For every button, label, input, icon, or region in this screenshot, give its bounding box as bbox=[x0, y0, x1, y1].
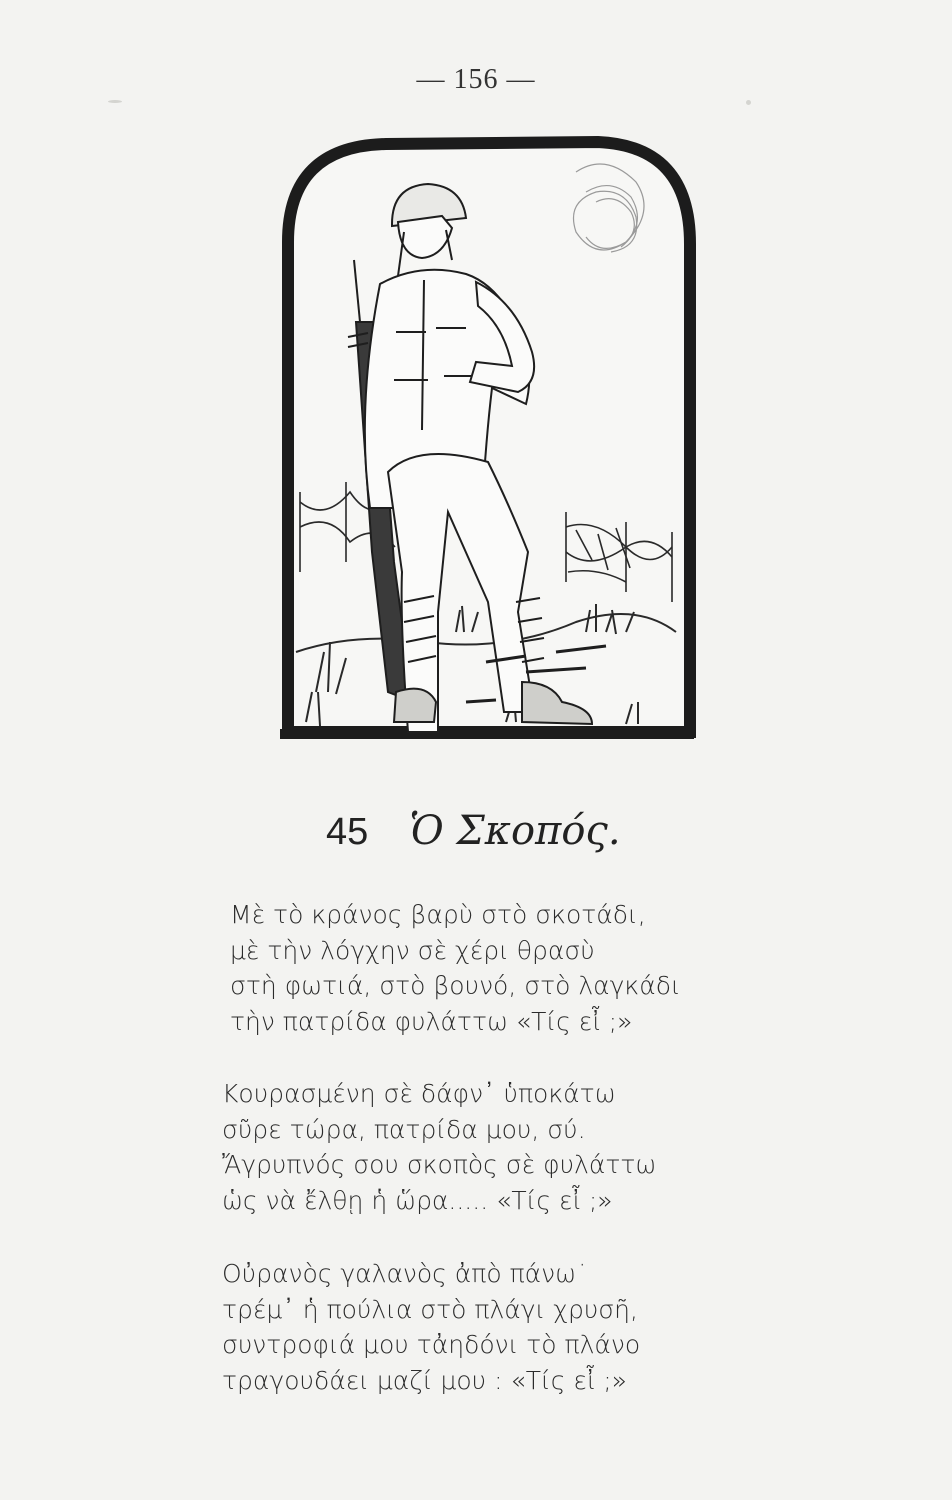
paper-speck bbox=[746, 100, 751, 105]
verse-line: Μὲ τὸ κράνος βαρὺ στὸ σκοτάδι, bbox=[230, 900, 646, 929]
verse-line: σῦρε τώρα, πατρίδα μου, σύ. bbox=[222, 1114, 586, 1144]
verse-line: τρέμ᾽ ἡ πούλια στὸ πλάγι χρυσῆ, bbox=[222, 1294, 638, 1324]
poem-title: Ὁ Σκοπός. bbox=[409, 808, 621, 854]
stanza-2 bbox=[222, 1076, 742, 1218]
verse-line: στὴ φωτιά, στὸ βουνό, στὸ λαγκάδι bbox=[230, 971, 681, 1000]
verse-line: τὴν πατρίδα φυλάττω «Τίς εἶ ;» bbox=[230, 1006, 633, 1036]
verse-line: συντροφιά μου τἀηδόνι τὸ πλάνο bbox=[222, 1330, 641, 1359]
verse-line: Ἄγρυπνός σου σκοπὸς σὲ φυλάττω bbox=[222, 1150, 657, 1179]
verse-line: Κουρασμένη σὲ δάφν᾽ ὑποκάτω bbox=[222, 1079, 616, 1108]
stanza-3 bbox=[222, 1256, 742, 1398]
page-number: — 156 — bbox=[416, 64, 536, 95]
soldier-with-rifle-illustration bbox=[276, 132, 698, 746]
verse-line: μὲ τὴν λόγχην σὲ χέρι θρασὺ bbox=[230, 935, 595, 965]
poem-number: 45 bbox=[326, 811, 369, 853]
verse-line: Οὐρανὸς γαλανὸς ἀπὸ πάνω˙ bbox=[222, 1259, 589, 1288]
verse-line: τραγουδάει μαζί μου : «Τίς εἶ ;» bbox=[222, 1365, 627, 1395]
poem-title-row bbox=[326, 808, 746, 868]
verse-line: ὡς νὰ ἔλθῃ ἡ ὥρα..... «Τίς εἶ ;» bbox=[222, 1185, 613, 1215]
paper-speck bbox=[108, 100, 122, 103]
stanza-1 bbox=[230, 897, 750, 1039]
